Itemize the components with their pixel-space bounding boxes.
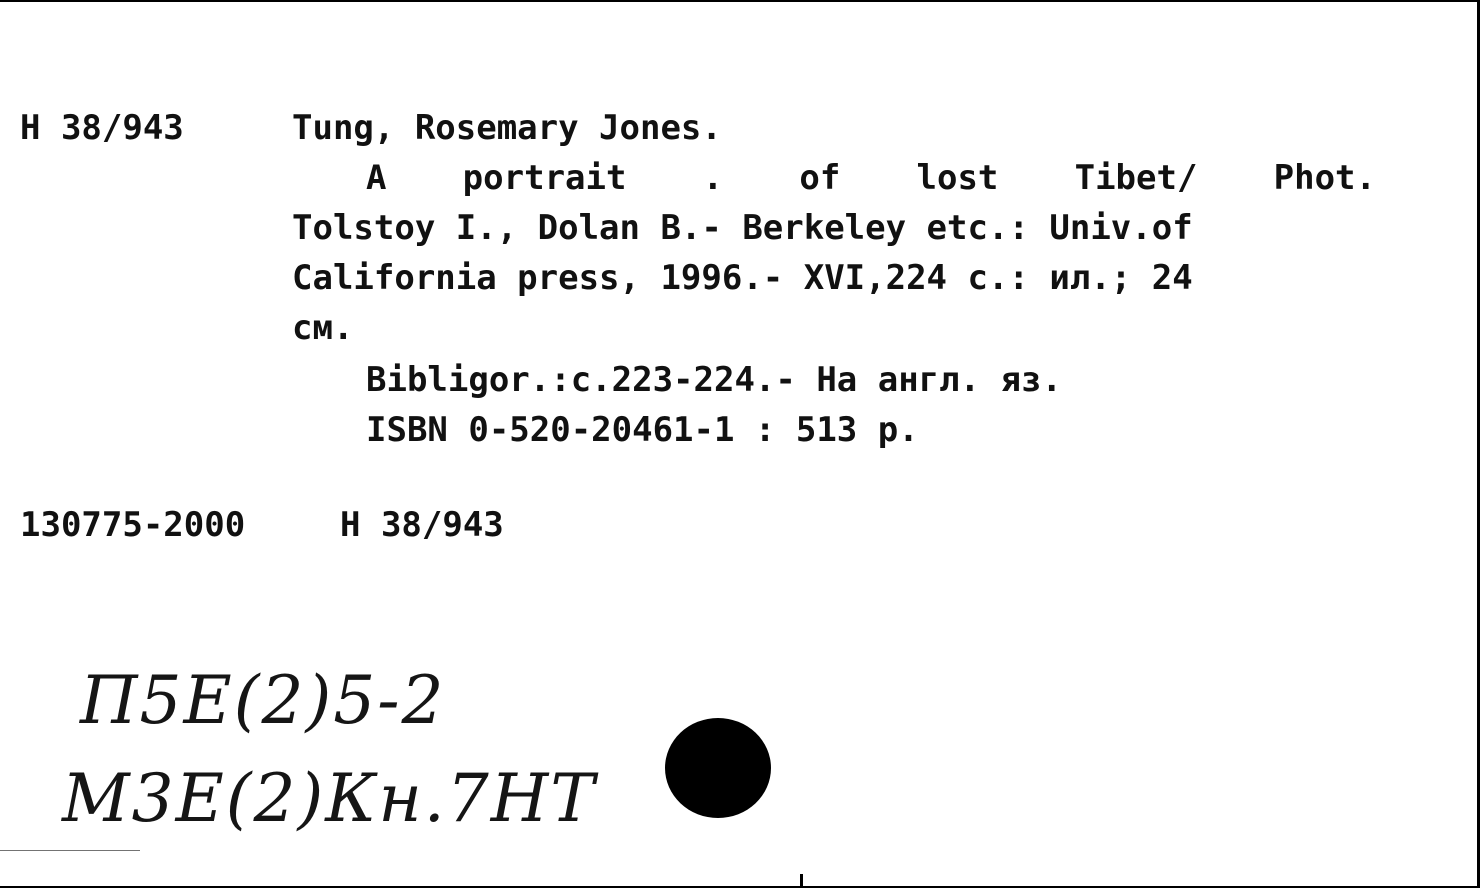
title-line-1: A portrait . of lost Tibet/ Phot. <box>366 158 1376 198</box>
accession-number: 130775-2000 <box>20 505 246 545</box>
handwritten-line-2: М3Е(2)Кн.7НТ <box>62 760 597 837</box>
scan-dash-mark <box>0 850 140 851</box>
description-line-2: Tolstoy I., Dolan B.- Berkeley etc.: Univ.of <box>292 208 1193 248</box>
punch-hole-mark <box>665 718 771 818</box>
isbn-note: ISBN 0-520-20461-1 : 513 p. <box>366 410 919 450</box>
description-line-3: California press, 1996.- XVI,224 c.: ил.; 24 <box>292 258 1193 298</box>
author-heading: Tung, Rosemary Jones. <box>292 108 722 148</box>
handwritten-line-1: П5Е(2)5-2 <box>80 662 446 739</box>
description-line-4: см. <box>292 308 354 348</box>
bibliography-note: Bibligor.:c.223-224.- На англ. яз. <box>366 360 1062 400</box>
footer-call-number: H 38/943 <box>340 505 504 545</box>
call-number: H 38/943 <box>20 108 184 148</box>
edge-tick-mark <box>800 874 803 888</box>
